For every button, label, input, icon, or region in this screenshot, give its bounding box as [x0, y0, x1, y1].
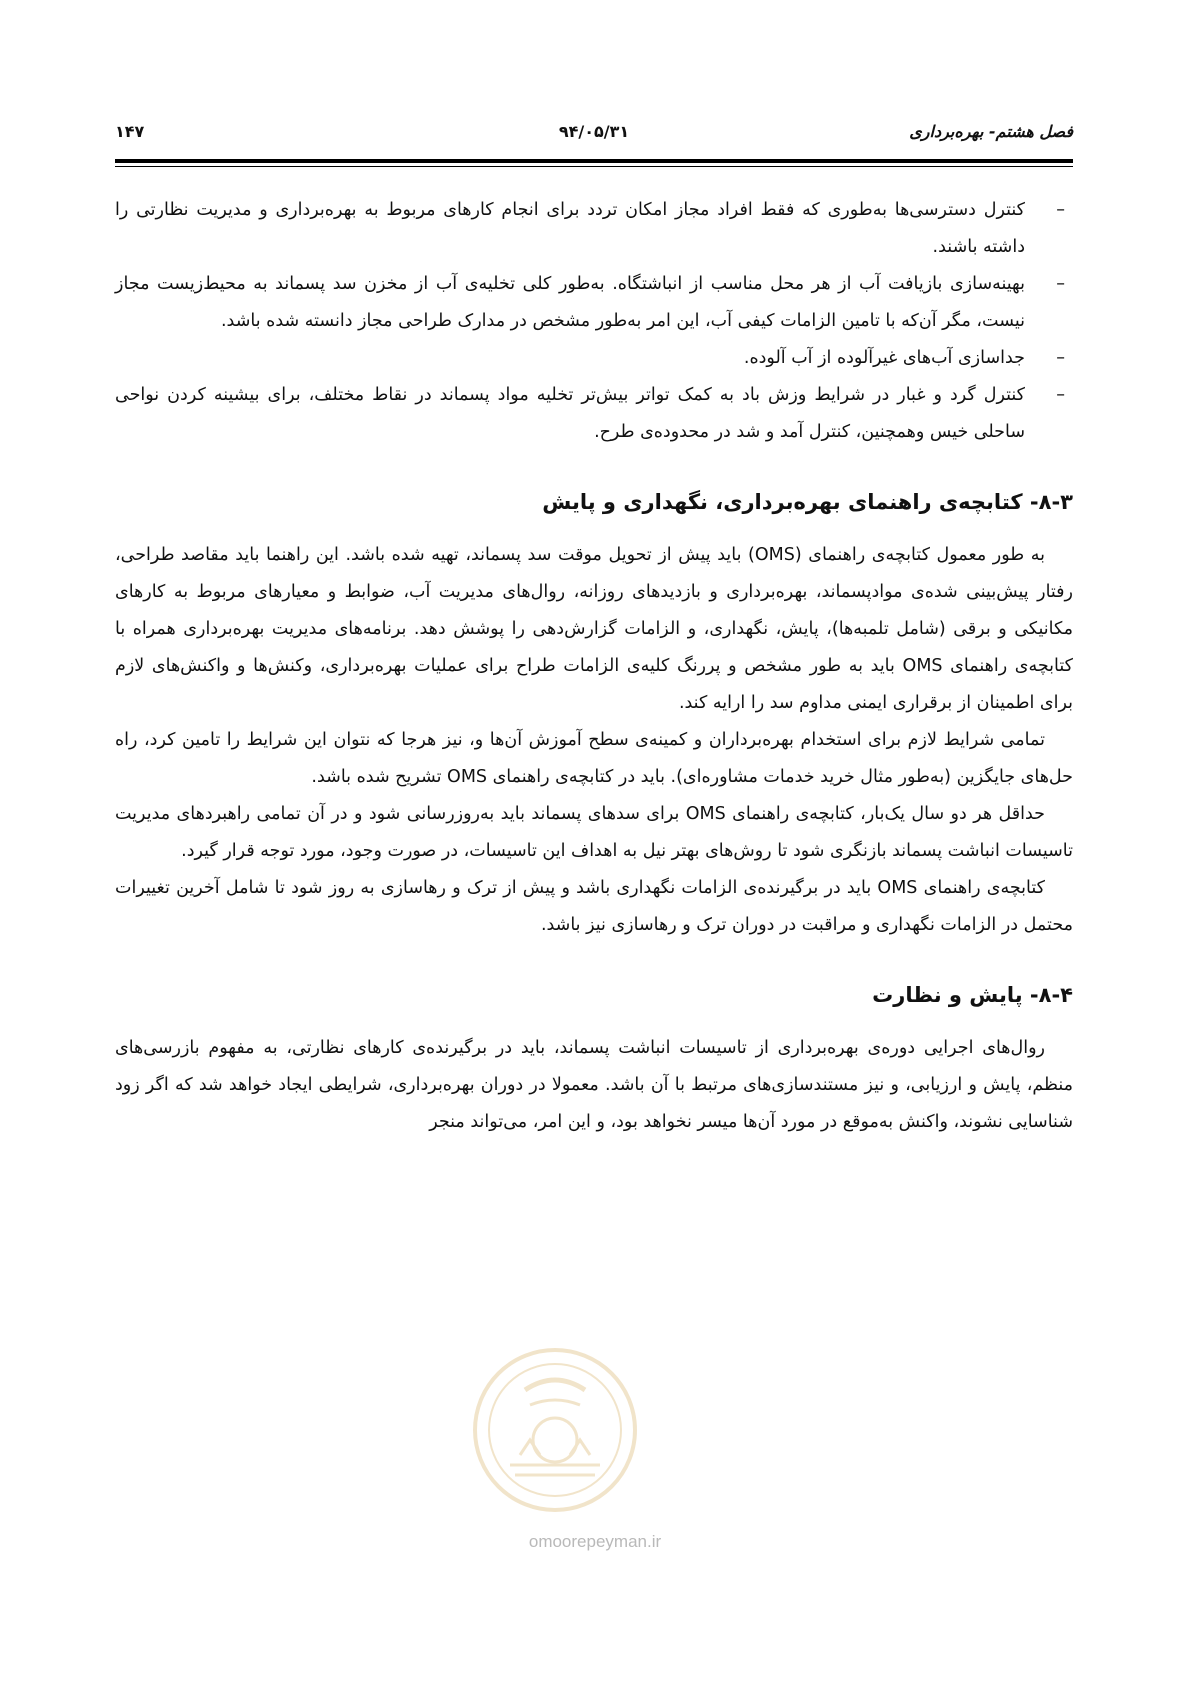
- section-heading-oms-manual: ۸-۳- کتابچه‌ی راهنمای بهره‌برداری، نگهداری و پایش: [542, 490, 1073, 514]
- header-date: ۹۴/۰۵/۳۱: [558, 122, 630, 141]
- page-number: ۱۴۷: [115, 122, 145, 141]
- header-rule-thick: [115, 159, 1073, 163]
- page-body: [115, 192, 1073, 1141]
- paragraph: حداقل هر دو سال یک‌بار، کتابچه‌ی راهنمای OMS برای سدهای پسماند باید به‌روزرسانی شود و در آن تمامی راهبردهای مدیریت تاسیسات انباشت پسماند بازنگری شود تا روش‌های بهتر نیل به اهداف این تاسیسات، در صورت وجود، مورد توجه قرار گیرد.: [115, 804, 1073, 861]
- list-item: – بهینه‌سازی بازیافت آب از هر محل مناسب از انباشتگاه. به‌طور کلی تخلیه‌ی آب از مخزن سد پسماند به محیط‌زیست مجاز نیست، مگر آن‌که با تامین الزامات کیفی آب، این امر به‌طور مشخص در مدارک طراحی مجاز دانسته شده باشد.: [115, 266, 1073, 340]
- paragraph: روال‌های اجرایی دوره‌ی بهره‌برداری از تاسیسات انباشت پسماند، باید در برگیرنده‌ی کارهای نظارتی، به مفهوم بازرسی‌های منظم، پایش و ارزیابی، و نیز مستندسازی‌های مرتبط با آن باشد. معمولا در دوران بهره‌برداری، شرایطی ایجاد خواهد شد که اگر زود شناسایی نشوند، واکنش به‌موقع در مورد آن‌ها میسر نخواهد بود، و این امر، می‌تواند منجر: [115, 1038, 1073, 1132]
- section-heading-monitoring: ۸-۴- پایش و نظارت: [872, 983, 1073, 1007]
- seal-watermark-icon: [470, 1345, 640, 1515]
- bullet-marker: –: [1056, 348, 1065, 368]
- list-item: – کنترل گرد و غبار در شرایط وزش باد به کمک تواتر بیش‌تر تخلیه مواد پسماند در نقاط مختلف، برای بیشینه کردن نواحی ساحلی خیس وهمچنین، کنترل آمد و شد در محدوده‌ی طرح.: [115, 377, 1073, 451]
- bullet-marker: –: [1056, 274, 1065, 294]
- website-watermark: omoorepeyman.ir: [528, 1532, 662, 1551]
- list-item: – کنترل دسترسی‌ها به‌طوری که فقط افراد مجاز امکان تردد برای انجام کارهای مربوط به بهره‌برداری و مدیریت نظارتی را داشته باشند.: [115, 192, 1073, 266]
- header-rule-thin: [115, 166, 1073, 167]
- list-item: – جداسازی آب‌های غیرآلوده از آب آلوده.: [115, 340, 1073, 377]
- chapter-title: فصل هشتم- بهره‌برداری: [909, 122, 1073, 141]
- page-header: [115, 122, 1073, 148]
- paragraph: به طور معمول کتابچه‌ی راهنمای (OMS) باید پیش از تحویل موقت سد پسماند، تهیه شده باشد. این راهنما باید مقاصد طراحی، رفتار پیش‌بینی شده‌ی موادپسماند، بهره‌برداری و بازدیدهای روزانه، روال‌های مدیریت آب، ضوابط و معیارهای مربوط به کارهای مکانیکی و برقی (شامل تلمبه‌ها)، پایش، نگهداری، و الزامات گزارش‌دهی را پوشش دهد. برنامه‌های مدیریت بهره‌برداری همراه با کتابچه‌ی راهنمای OMS باید به طور مشخص و پررنگ کلیه‌ی الزامات طراح برای عملیات بهره‌برداری، وکنش‌ها و واکنش‌های لازم برای اطمینان از برقراری ایمنی مداوم سد را ارایه کند.: [115, 545, 1073, 713]
- bullet-marker: –: [1056, 200, 1065, 220]
- bullet-list: [115, 192, 1073, 451]
- paragraph: تمامی شرایط لازم برای استخدام بهره‌برداران و کمینه‌ی سطح آموزش آن‌ها و، نیز هرجا که نتوان این شرایط را تامین کرد، راه حل‌های جایگزین (به‌طور مثال خرید خدمات مشاوره‌ای). باید در کتابچه‌ی راهنمای OMS تشریح شده باشد.: [115, 730, 1073, 787]
- bullet-marker: –: [1056, 385, 1065, 405]
- paragraph: کتابچه‌ی راهنمای OMS باید در برگیرنده‌ی الزامات نگهداری باشد و پیش از ترک و رهاسازی به روز شود تا شامل آخرین تغییرات محتمل در الزامات نگهداری و مراقبت در دوران ترک و رهاسازی نیز باشد.: [115, 878, 1073, 935]
